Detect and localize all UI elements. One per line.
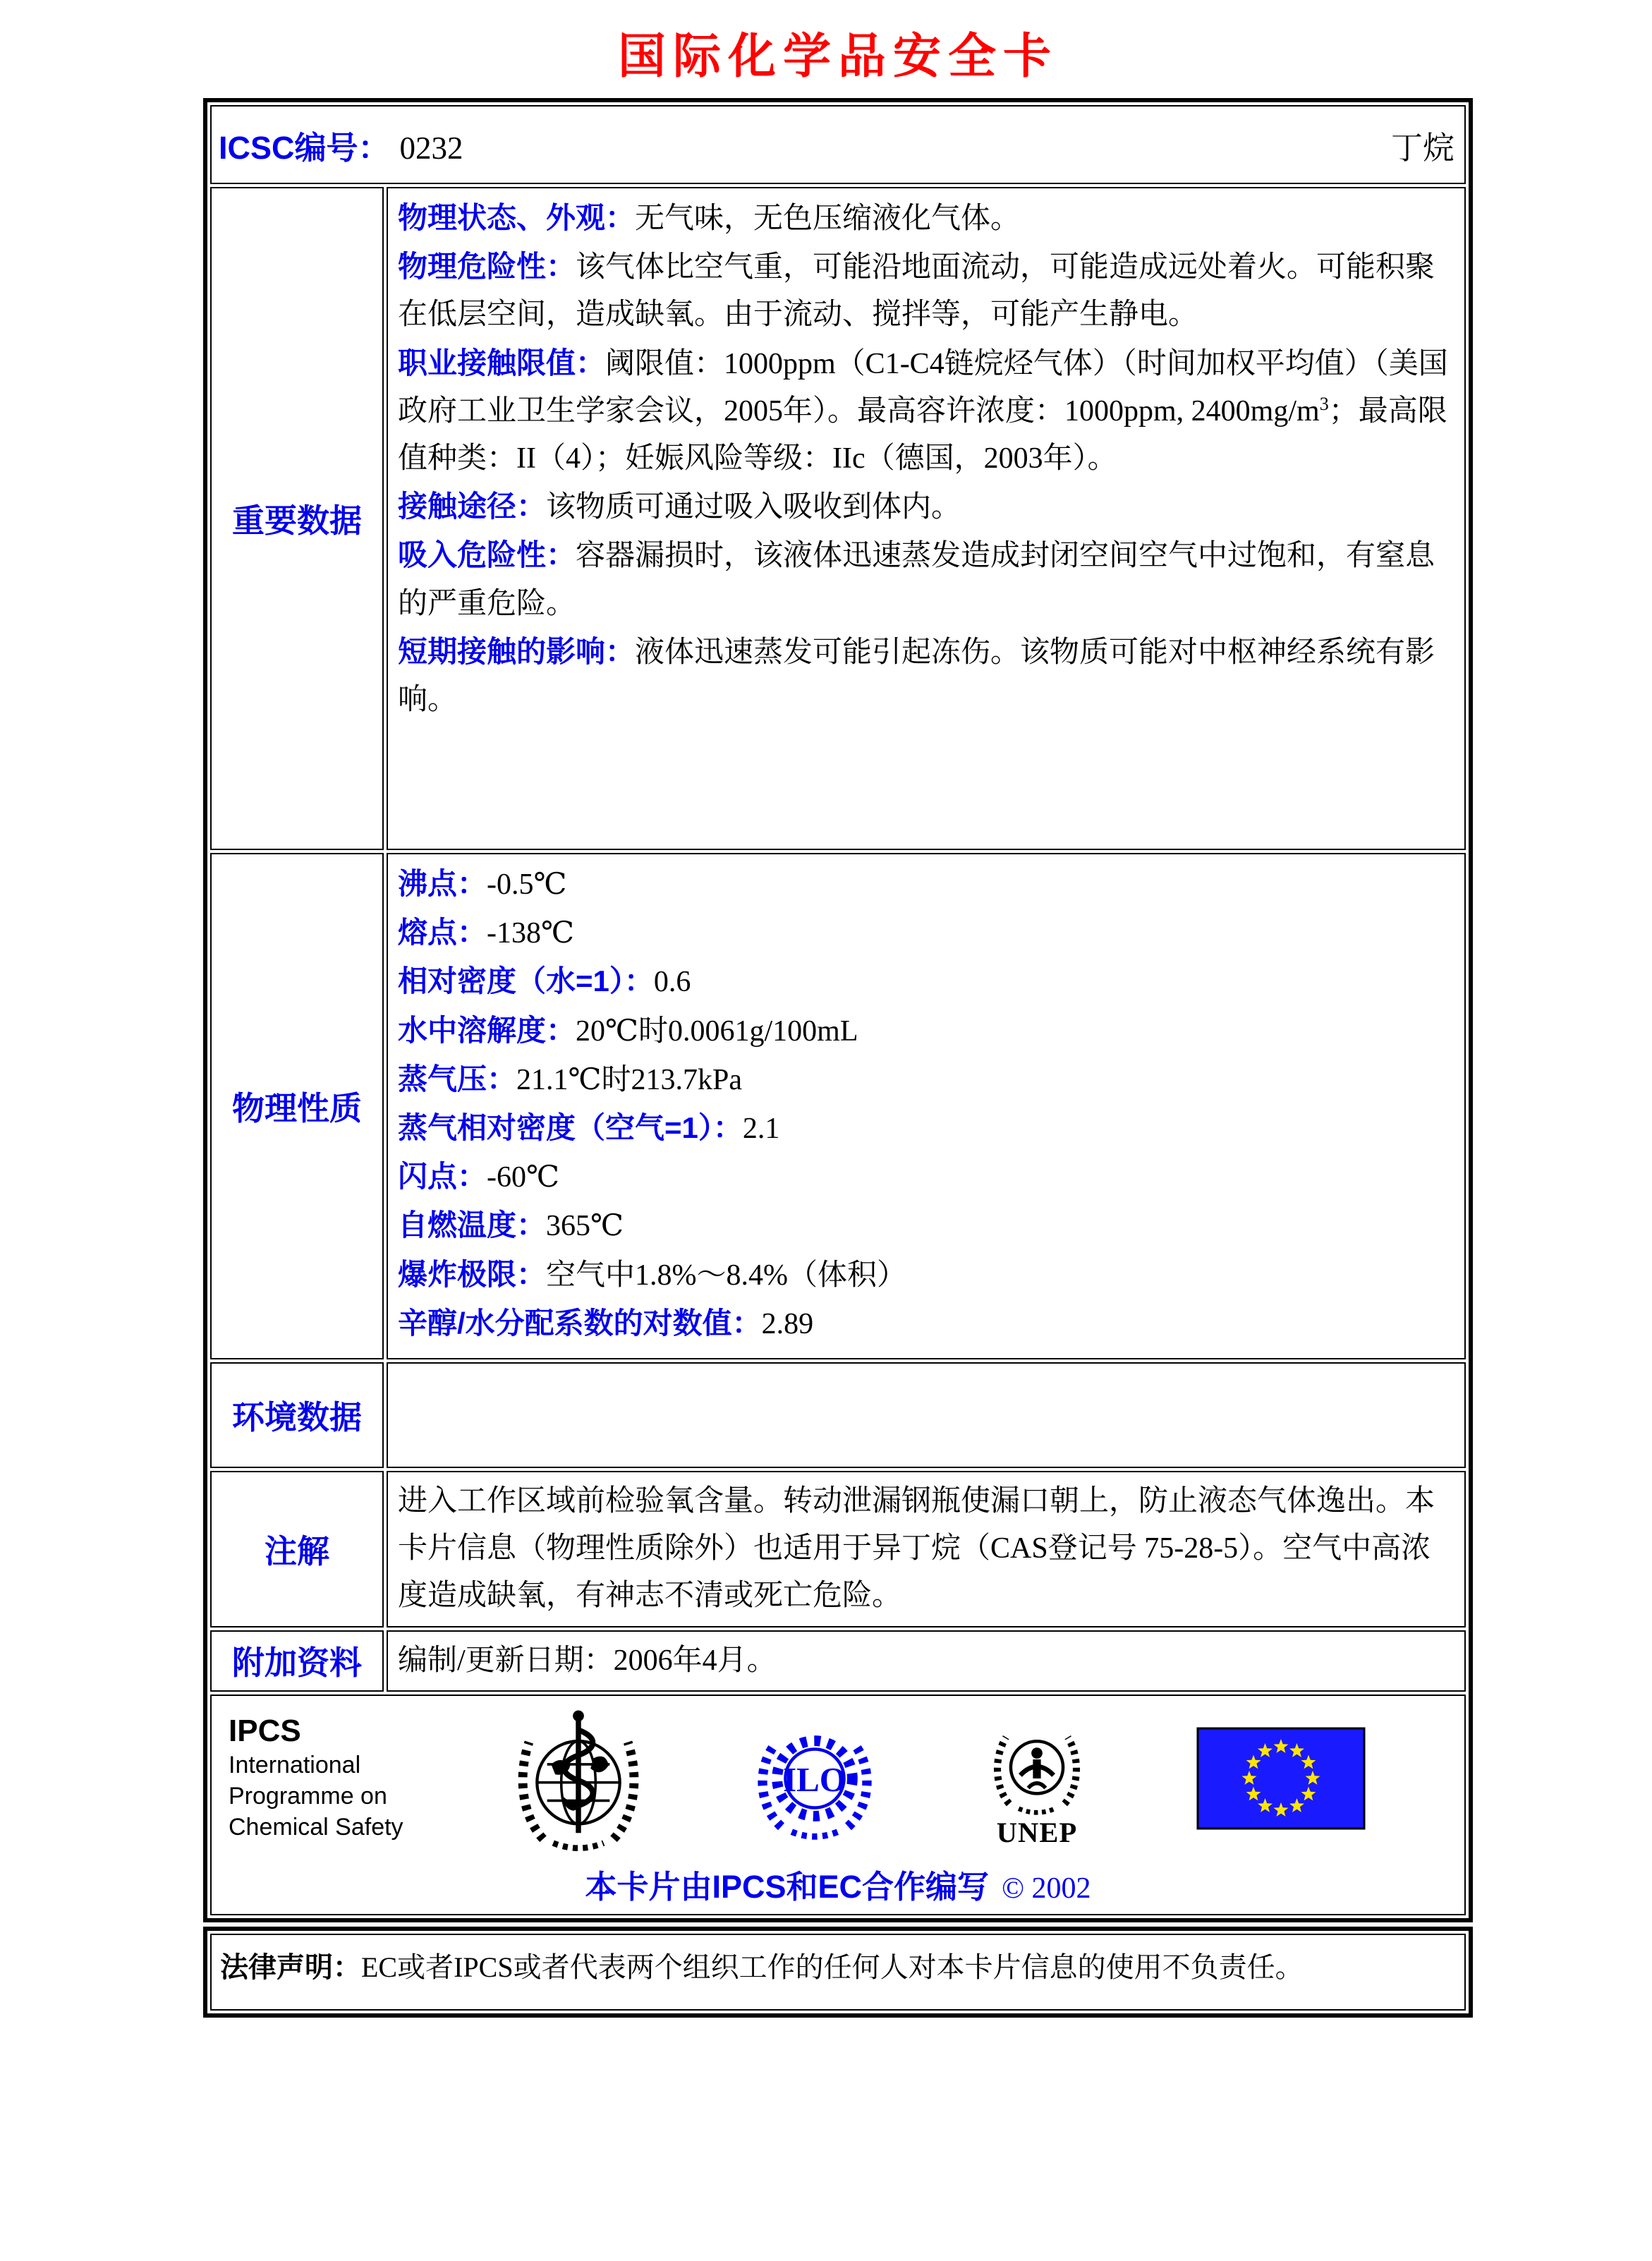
legal-notice-row [210, 1934, 1466, 2011]
property-item-value: 2.89 [761, 1307, 814, 1340]
legal-notice-table [203, 1927, 1473, 2018]
who-logo-icon [513, 1706, 644, 1851]
data-item-text: 液体迅速蒸发可能引起冻伤。该物质可能对中枢神经系统有影响。 [398, 636, 1435, 716]
data-item [398, 628, 1454, 724]
legal-notice-cell [210, 1934, 1466, 2011]
data-item-label: 短期接触的影响： [398, 634, 636, 668]
header-row [210, 105, 1466, 184]
data-item-text: 该物质可通过吸入吸收到体内。 [546, 491, 961, 524]
section-label-environmental-data: 环境数据 [210, 1362, 384, 1468]
data-item-label: 接触途径： [398, 490, 547, 523]
property-item-value: -0.5℃ [487, 868, 567, 901]
additional-info-row [210, 1630, 1466, 1692]
icsc-card-table [203, 98, 1473, 1922]
section-label-important-data: 重要数据 [210, 187, 384, 850]
additional-info-content: 编制/更新日期：2006年4月。 [387, 1630, 1466, 1692]
physical-properties-row [210, 853, 1466, 1359]
physical-properties-content [387, 853, 1466, 1359]
important-data-row [210, 187, 1466, 850]
data-item-text: 该气体比空气重，可能沿地面流动，可能造成远处着火。可能积聚在低层空间，造成缺氧。由于流动、搅拌等，可能产生静电。 [398, 251, 1435, 332]
property-item [398, 1153, 1454, 1201]
header-cell [210, 105, 1466, 184]
icsc-card [203, 18, 1473, 2018]
section-label-physical-properties: 物理性质 [210, 853, 384, 1359]
ipcs-acronym: IPCS [229, 1714, 301, 1749]
property-item [398, 860, 1454, 909]
property-item-value: -60℃ [487, 1161, 559, 1194]
property-item-label: 自燃温度： [398, 1208, 547, 1242]
unep-logo-icon [985, 1704, 1088, 1853]
property-item-value: 365℃ [546, 1210, 624, 1243]
property-item [398, 1201, 1454, 1250]
chemical-name: 丁烷 [1390, 130, 1454, 166]
property-item-value: -138℃ [487, 917, 574, 950]
notes-content: 进入工作区域前检验氧含量。转动泄漏钢瓶使漏口朝上，防止液态气体逸出。本卡片信息（物理性质除外）也适用于异丁烷（CAS登记号 75-28-5）。空气中高浓度造成缺氧，有神志不清或死亡危险。 [387, 1471, 1466, 1627]
property-item-label: 爆炸极限： [398, 1257, 547, 1291]
ilo-logo-label: ILO [783, 1759, 846, 1799]
property-item [398, 1104, 1454, 1153]
ipcs-line2: Programme on [229, 1782, 387, 1810]
unep-logo-label: UNEP [996, 1816, 1078, 1848]
logos-cell [210, 1695, 1466, 1915]
environmental-data-row [210, 1362, 1466, 1468]
data-item [398, 339, 1454, 483]
property-item [398, 1251, 1454, 1299]
property-item-label: 相对密度（水=1）： [398, 964, 654, 998]
property-item-label: 沸点： [398, 867, 487, 900]
property-item [398, 1055, 1454, 1104]
data-item [398, 531, 1454, 627]
data-item-text: 阈限值：1000ppm（C1-C4链烷烃气体）（时间加权平均值）（美国政府工业卫生学家会议，2005年）。最高容许浓度：1000ppm, $2400mg/m^3$；最高限值种类：II（4）；妊娠风险等级：IIc（德国，2003年）。 [398, 347, 1448, 475]
property-item-label: 蒸气相对密度（空气=1）： [398, 1110, 743, 1144]
icsc-number-value: 0232 [399, 130, 463, 166]
environmental-data-content [387, 1362, 1466, 1468]
ipcs-line1: International [229, 1751, 361, 1778]
ipcs-text-block [229, 1714, 405, 1843]
section-label-additional-info: 附加资料 [210, 1630, 384, 1692]
property-item-label: 熔点： [398, 916, 487, 950]
property-item [398, 1007, 1454, 1055]
data-item-label: 职业接触限值： [398, 346, 606, 380]
ipcs-line3: Chemical Safety [229, 1814, 403, 1841]
logos-row [210, 1695, 1466, 1915]
property-item [398, 909, 1454, 957]
legal-notice-label: 法律声明： [220, 1951, 361, 1983]
icsc-number [219, 122, 463, 168]
property-item-value: 0.6 [653, 966, 691, 999]
section-label-notes: 注解 [210, 1471, 384, 1627]
important-data-content [387, 187, 1466, 850]
ilo-logo-icon [752, 1716, 877, 1841]
notes-row [210, 1471, 1466, 1627]
property-item-value: 20℃时0.0061g/100mL [576, 1014, 858, 1048]
property-item-value: 21.1℃时213.7kPa [516, 1063, 742, 1096]
caption-text: 本卡片由IPCS和EC合作编写 [585, 1868, 990, 1905]
eu-flag-icon [1196, 1727, 1366, 1830]
data-item [398, 483, 1454, 531]
data-item [398, 243, 1454, 339]
data-item-label: 物理危险性： [398, 250, 576, 284]
property-item [398, 957, 1454, 1006]
data-item-label: 吸入危险性： [398, 538, 576, 572]
page-title: 国际化学品安全卡 [617, 30, 1058, 83]
caption-copyright: © 2002 [1002, 1872, 1091, 1905]
property-item-value: 空气中1.8%～8.4%（体积） [546, 1259, 906, 1292]
data-item-label: 物理状态、外观： [398, 201, 636, 234]
property-item-label: 蒸气压： [398, 1062, 517, 1096]
property-item [398, 1299, 1454, 1348]
data-item [398, 194, 1454, 243]
card-caption [223, 1861, 1453, 1907]
property-item-value: 2.1 [742, 1112, 780, 1145]
data-item-text: 容器漏损时，该液体迅速蒸发造成封闭空间空气中过饱和，有窒息的严重危险。 [398, 540, 1435, 620]
data-item-text: 无气味，无色压缩液化气体。 [635, 202, 1021, 235]
legal-notice-text: EC或者IPCS或者代表两个组织工作的任何人对本卡片信息的使用不负责任。 [361, 1951, 1304, 1983]
property-item-label: 闪点： [398, 1160, 487, 1194]
property-item-label: 水中溶解度： [398, 1013, 576, 1047]
icsc-number-label: ICSC编号： [219, 129, 390, 166]
property-item-label: 辛醇/水分配系数的对数值： [398, 1306, 762, 1340]
